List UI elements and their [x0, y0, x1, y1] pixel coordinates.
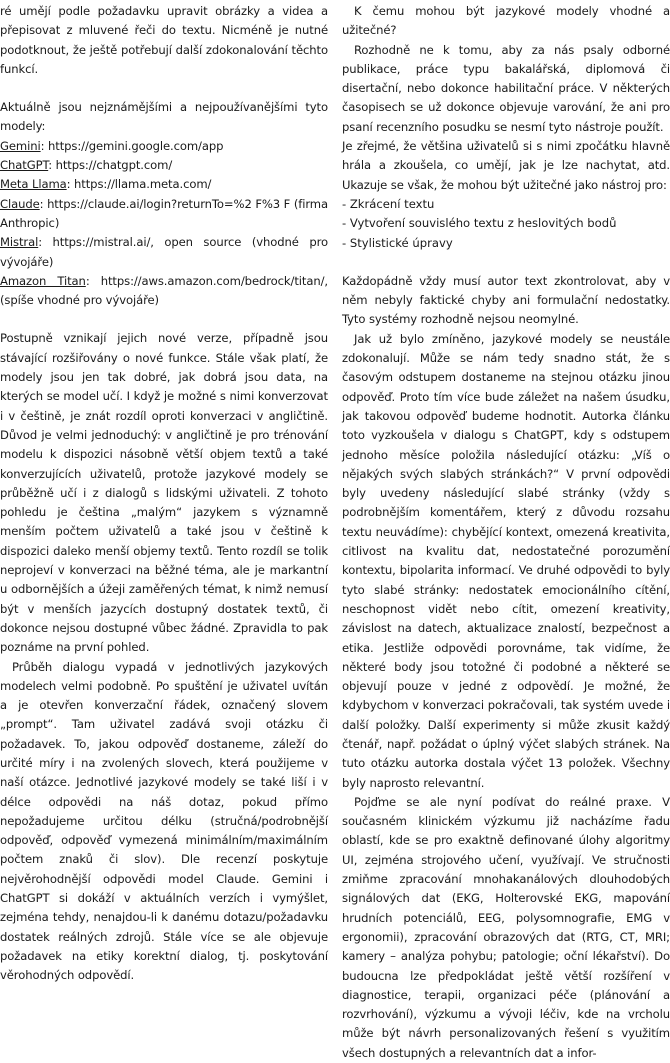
spacer	[342, 253, 670, 272]
model-link-gemini[interactable]: Gemini	[0, 138, 41, 153]
model-item-meta-llama	[0, 175, 328, 194]
model-item-gemini	[0, 137, 328, 156]
model-url: : https://gemini.google.com/app	[40, 138, 224, 153]
right-column	[342, 2, 670, 1063]
section-question: K čemu mohou být jazykové modely vhodné a užitečné?	[342, 4, 670, 38]
model-item-claude	[0, 195, 328, 234]
model-item-chatgpt	[0, 156, 328, 175]
model-url: : https://claude.ai/login?returnTo=%2 F%3 F (firma Anthropic)	[0, 196, 329, 230]
model-url: : https://chatgpt.com/	[48, 158, 173, 173]
models-intro: Aktuálně jsou nejznámějšími a nejpoužívanějšími tyto modely:	[0, 100, 328, 134]
list-item: - Zkrácení textu	[342, 196, 435, 211]
paragraph: Každopádně vždy musí autor text zkontrolovat, aby v něm nebyly faktické chyby ani formulační nedostatky. Tyto systémy rozhodně nejsou neomylné.	[342, 273, 670, 327]
model-link-meta-llama[interactable]: Meta Llama	[0, 177, 67, 192]
paragraph: Jak už bylo zmíněno, jazykové modely se neustále zdokonalují. Může se nám tedy snadno stát, že s časovým odstupem dostaneme na stejnou otázku jinou odpověď. Proto tím více bude záležet na našem úsudku, jak takovou odpověď budeme hodnotit. Autorka článku toto vyzkoušela v dialogu s ChatGPT, kdy s odstupem jednoho měsíce položila následující otázku: „Víš o nějakých svých slabých stránkách?“ V první odpovědi byly uvedeny následující slabé stránky (vždy s podrobnějším komentářem, který z důvodu rozsahu textu neuvádíme): chybějící kontext, omezená kreativita, citlivost na kvalitu dat, nedostatečné porozumění kontextu, bipolarita informací. Ve druhé odpovědi to byly tyto slabé stránky: nedostatek emocionálního cítění, neschopnost vidět nebo cítit, omezení kreativity, závislost na datech, aktualizace znalostí, bezpečnost a etika. Jestliže odpovědi porovnáme, tak vidíme, že některé body jsou totožné či podobné a některé se objevují pouze v jedné z odpovědí. Je možné, že kdybychom v konverzaci pokračovali, tak systém uvede i další položky. Další experimenty si může zkusit každý čtenář, např. požádat o úplný výčet slabých stránek. Na tuto otázku autorka dostala výčet 13 položek. Všechny byly naprosto relevantní.	[342, 331, 670, 790]
list-item: - Vytvoření souvislého textu z heslovitých bodů	[342, 216, 617, 231]
list-item: - Stylistické úpravy	[342, 235, 453, 250]
spacer	[0, 79, 328, 98]
model-item-amazon-titan	[0, 272, 328, 311]
paragraph: Je zřejmé, že většina uživatelů si s nimi zpočátku hlavně hrála a zkoušela, co umějí, jak je lze nachytat, atd. Ukazuje se však, že mohou být užitečné jako nástroj pro:	[342, 139, 670, 192]
paragraph: Pojďme se ale nyní podívat do reálné praxe. V současném klinickém výzkumu již nacházíme řadu oblastí, kde se pro exaktně definované úlohy algoritmy UI, zejména strojového učení, využívají. Ve stručnosti zmiňme zpracování mnohakanálových dlouhodobých signálových dat (EKG, Holterovské EKG, mapování hrudních potenciálů, EEG, polysomnografie, EMG v ergonomii), zpracování obrazových dat (RTG, CT, MRI; kamery – analýza pohybu; patologie; oční lékařství). Do budoucna lze předpokládat ještě větší rozšíření v diagnostice, terapii, organizaci péče (plánování a rozvrhování), výzkumu a vývoji léčiv, kde na vrcholu může být návrh personalizovaných řešení s využitím všech dostupných a relevantních dat a infor-	[342, 794, 670, 1060]
model-link-amazon-titan[interactable]: Amazon Titan	[0, 273, 86, 288]
model-url: : https://aws.amazon.com/bedrock/titan/, (spíše vhodné pro vývojáře)	[0, 273, 328, 308]
paragraph: ré umějí podle požadavku upravit obrázky a videa a přepisovat z mluvené řeči do textu. Nicméně je nutné podotknout, že ještě potřebují další zdokonalování těchto funkcí.	[0, 4, 328, 76]
model-link-mistral[interactable]: Mistral	[0, 235, 39, 250]
model-url: : https://mistral.ai/, open source (vhodné pro vývojáře)	[0, 235, 328, 269]
paragraph: Rozhodně ne k tomu, aby za nás psaly odborné publikace, práce typu bakalářská, diplomová či disertační, nebo dokonce habilitační práce. V některých časopisech se už dokonce objevuje varování, že ani pro psaní recenzního posudku se nesmí tyto nástroje použít.	[342, 42, 670, 134]
spacer	[0, 310, 328, 329]
model-item-mistral	[0, 233, 328, 272]
left-column	[0, 2, 328, 1063]
model-link-claude[interactable]: Claude	[0, 196, 40, 211]
model-url: : https://llama.meta.com/	[66, 177, 212, 192]
model-link-chatgpt[interactable]: ChatGPT	[0, 158, 49, 173]
paragraph: Průběh dialogu vypadá v jednotlivých jazykových modelech velmi podobně. Po spuštění je uživatel uvítán a je otevřen konverzační řádek, označený slovem „prompt“. Tam uživatel zadává svoji otázku či požadavek. To, jakou odpověď dostaneme, záleží do určité míry i na zvolených slovech, která použijeme v naší otázce. Jednotlivé jazykové modely se také liší i v délce odpovědi na náš dotaz, pokud přímo nepožadujeme určitou délku (stručná/podrobnější odpověď, odpověď vymezená minimálním/maximálním počtem znaků či slov). Dle recenzí poskytuje nejvěrohodnější odpovědi model Claude. Gemini i ChatGPT si dokáží v aktuálních verzích i vymýšlet, zejména tehdy, nenajdou-li k danému dotazu/požadavku dostatek reálných zdrojů. Stále více se ale objevuje požadavek na etiky korektní dialog, tj. poskytování věrohodných odpovědí.	[0, 659, 328, 983]
paragraph: Postupně vznikají jejich nové verze, případně jsou stávající rozšiřovány o nové funkce. Stále však platí, že modely jsou jen tak dobré, jak dobrá jsou data, na kterých se model učí. I když je možné s nimi konverzovat i v češtině, je znát rozdíl oproti konverzaci v angličtině. Důvod je velmi jednoduchý: v angličtině je pro trénování modelu k dispozici násobně větší objem textů a také konverzujících uživatelů, protože jazykové modely se průběžně učí i z dialogů s lidskými uživateli. Z tohoto pohledu je čeština „malým“ jazykem s významně menším počtem uživatelů a také jsou v češtině k dispozici daleko menší objemy textů. Tento rozdíl se tolik neprojeví v konverzaci na běžné téma, ale je markantní u odbornějších a úžeji zaměřených témat, k nimž nemusí být v menších jazycích dostupný dostatek textů, či dokonce nejsou dostupné vůbec žádné. Zpravidla to pak poznáme na první pohled.	[0, 331, 328, 655]
